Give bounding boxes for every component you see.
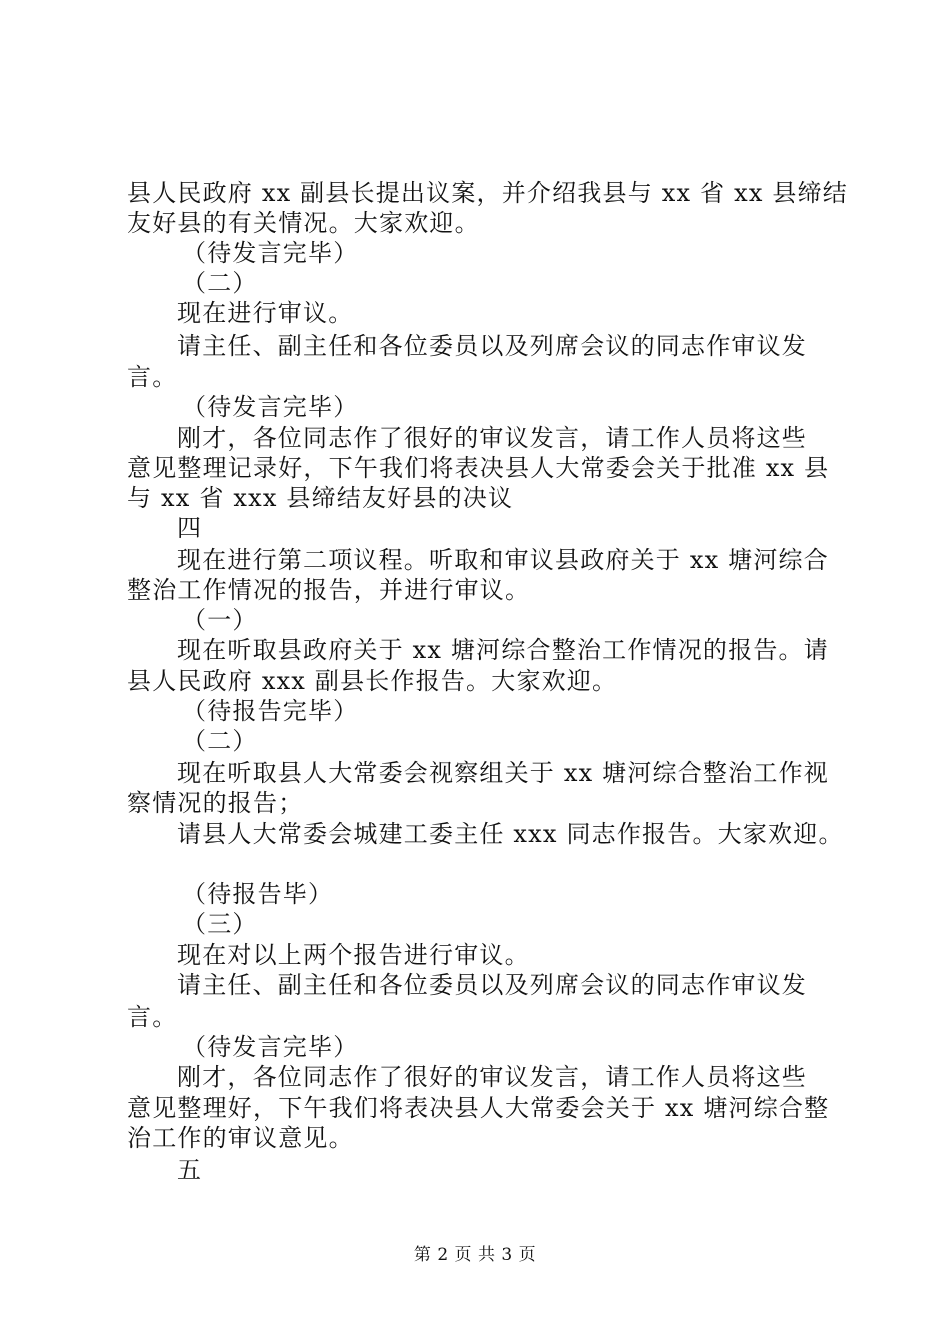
text-line: 友好县的有关情况。大家欢迎。: [127, 209, 480, 237]
text-line: 意见整理好，下午我们将表决县人大常委会关于 xx 塘河综合整: [127, 1094, 830, 1122]
text-line: 请主任、副主任和各位委员以及列席会议的同志作审议发: [177, 971, 807, 999]
text-line: 刚才，各位同志作了很好的审议发言，请工作人员将这些: [177, 424, 807, 452]
text-line: 现在听取县人大常委会视察组关于 xx 塘河综合整治工作视: [177, 759, 829, 787]
text-line: 意见整理记录好，下午我们将表决县人大常委会关于批准 xx 县: [127, 454, 830, 482]
text-line: 现在进行第二项议程。听取和审议县政府关于 xx 塘河综合: [177, 546, 829, 574]
text-line: 现在听取县政府关于 xx 塘河综合整治工作情况的报告。请: [177, 636, 829, 664]
text-line: 请县人大常委会城建工委主任 xxx 同志作报告。大家欢迎。: [177, 820, 844, 848]
text-line: （待发言完毕）: [182, 239, 359, 267]
text-line: 县人民政府 xxx 副县长作报告。大家欢迎。: [127, 667, 618, 695]
text-line: 察情况的报告；: [127, 789, 304, 817]
text-line: 言。: [127, 1003, 178, 1031]
text-line: （一）: [182, 606, 258, 634]
text-line: （二）: [182, 269, 258, 297]
text-line: （二）: [182, 727, 258, 755]
page-footer: 第 2 页 共 3 页: [413, 1245, 537, 1265]
text-line: （待报告完毕）: [182, 697, 359, 725]
text-line: 治工作的审议意见。: [127, 1124, 354, 1152]
text-line: 言。: [127, 363, 178, 391]
text-line: 整治工作情况的报告，并进行审议。: [127, 576, 531, 604]
text-line: 刚才，各位同志作了很好的审议发言，请工作人员将这些: [177, 1063, 807, 1091]
text-line: 五: [177, 1156, 203, 1184]
text-line: 四: [177, 514, 203, 542]
text-line: （待发言完毕）: [182, 393, 359, 421]
text-line: 请主任、副主任和各位委员以及列席会议的同志作审议发: [177, 332, 807, 360]
text-line: 现在对以上两个报告进行审议。: [177, 941, 530, 969]
text-line: （待发言完毕）: [182, 1033, 359, 1061]
text-line: 现在进行审议。: [177, 299, 354, 327]
text-line: （待报告毕）: [182, 880, 334, 908]
text-line: （三）: [182, 910, 258, 938]
text-line: 县人民政府 xx 副县长提出议案，并介绍我县与 xx 省 xx 县缔结: [127, 179, 848, 207]
text-line: 与 xx 省 xxx 县缔结友好县的决议: [127, 484, 514, 512]
